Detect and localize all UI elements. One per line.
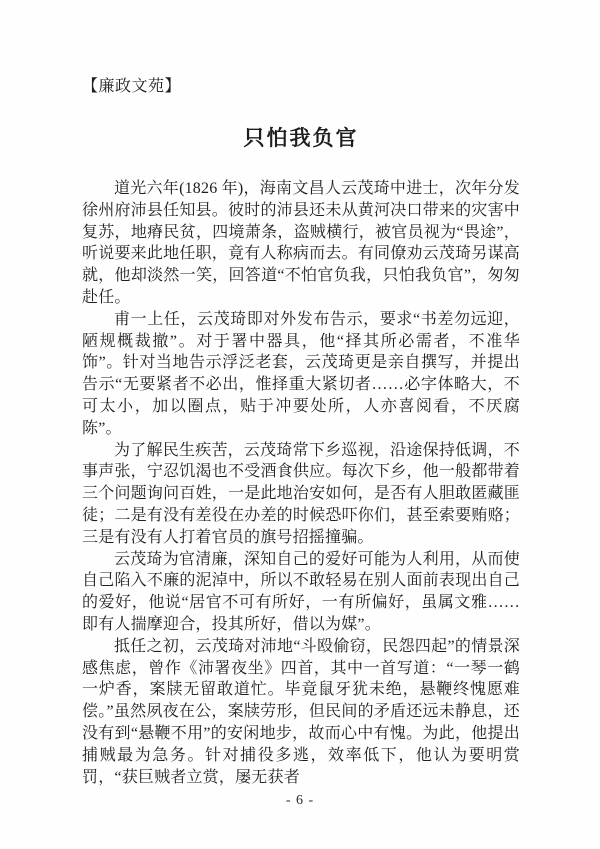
paragraph: 云茂琦为官清廉，深知自己的爱好可能为人利用，从而使自己陷入不廉的泥淖中，所以不敢轻易在别人面前表现出自己的爱好，他说“居官不可有所好，一有所偏好，虽属文雅……即有人揣摩迎合，投其所好，借以为媒”。 [82, 550, 520, 633]
section-header: 【廉政文苑】 [82, 78, 182, 95]
page-number: - 6 - [285, 793, 315, 808]
paragraph: 甫一上任，云茂琦即对外发布告示，要求“书差勿远迎，陋规概裁撤”。对于署中器具，他“择其所必需者，不准华饰”。针对当地告示浮泛老套，云茂琦更是亲自撰写，并提出告示“无要紧者不必出，惟择重大紧切者……必字体略大，不可太小，加以圈点，贴于冲要处所，人亦喜阅看，不厌腐陈”。 [82, 310, 520, 437]
page-title: 只怕我负官 [243, 126, 359, 150]
paragraph: 为了解民生疾苦，云茂琦常下乡巡视，沿途保持低调，不事声张，宁忍饥渴也不受酒食供应。每次下乡，他一般都带着三个问题询问百姓，一是此地治安如何，是否有人胆敢匿藏匪徒；二是有没有差役在办差的时候恐吓你们，甚至索要贿赂；三是有没有人打着官员的旗号招摇撞骗。 [82, 441, 520, 546]
text-column [82, 0, 520, 788]
paragraph: 道光六年(1826 年)，海南文昌人云茂琦中进士，次年分发徐州府沛县任知县。彼时的沛县还未从黄河决口带来的灾害中复苏，地瘠民贫，四境萧条，盗贼横行，被官员视为“畏途”，听说要来此地任职，竟有人称病而去。有同僚劝云茂琦另谋高就，他却淡然一笑，回答道“不怕官负我，只怕我负官”，匆匆赴任。 [82, 180, 520, 306]
paragraph: 抵任之初，云茂琦对沛地“斗殴偷窃，民怨四起”的情景深感焦虑，曾作《沛署夜坐》四首，其中一首写道：“一琴一鹤一炉香，案牍无留敢道忙。毕竟鼠牙犹未绝，悬鞭终愧愿难偿。”虽然夙夜在公，案牍劳形，但民间的矛盾还远未静息，还没有到“悬鞭不用”的安闲地步，故而心中有愧。为此，他提出捕贼最为急务。针对捕役多逃，效率低下，他认为要明赏罚，“获巨贼者立赏，屡无获者 [82, 637, 520, 786]
article-body [82, 178, 520, 788]
